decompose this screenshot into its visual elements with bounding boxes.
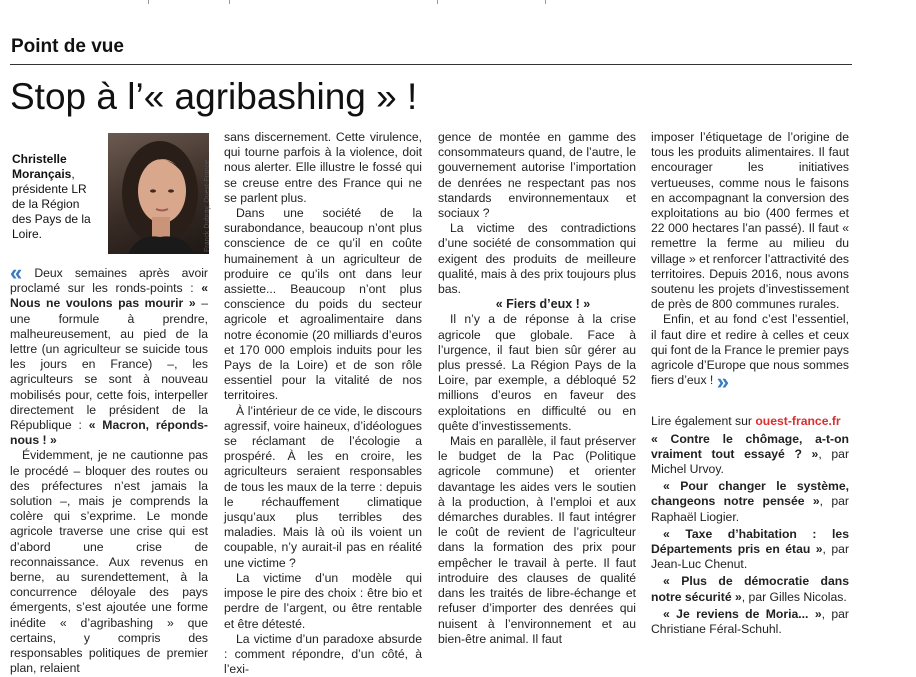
see-also-link[interactable]	[651, 479, 849, 525]
top-crop-edge	[0, 0, 916, 5]
paragraph: Évidemment, je ne cautionne pas le procédé – bloquer des routes ou des préfectures n’est jamais la solution –, mais je comprends la colère qui s’exprime. Le monde agricole traverse une crise qui est d’abord une crise de reconnaissance. Aux revenus en berne, au surendettement, à la concurrence déloyale des pays émergents, s’est ajoutée une forme inédite « d’agribashing » que certains, y compris des responsables politiques de premier plan, relaient	[10, 448, 208, 676]
paragraph: À l’intérieur de ce vide, le discours agressif, voire haineux, d’idéologues se réclamant de l’écologie a prospéré. À les en croire, les agriculteurs seraient responsables de tous les maux de la terre : depuis le réchauffement climatique jusqu’aux plus terribles des maladies. Mais là où ils voient un coupable, n’y aurait-il pas en réalité une victime ?	[224, 403, 422, 570]
paragraph: sans discernement. Cette virulence, qui tourne parfois à la violence, doit nous alerter. Elle illustre le fossé qui se creuse entre des France qui ne se parlent plus.	[224, 130, 422, 205]
link-author: , par Jean-Luc Chenut.	[651, 542, 850, 572]
open-quote-icon: «	[10, 260, 23, 285]
article-headline: Stop à l’« agribashing » !	[10, 76, 418, 117]
paragraph: Il n’y a de réponse à la crise agricole que globale. Face à l’urgence, il faut bien sûr gérer au plus pressé. La Région Pays de la Loire, par exemple, a débloqué 52 millions d’euros en faveur des exploitations en difficulté ou en quête d’investissements.	[438, 312, 636, 433]
paragraph: gence de montée en gamme des consommateurs quand, de l’autre, le gouvernement autorise l’importation de denrées ne respectant pas nos standards environnementaux et sociaux ?	[438, 130, 636, 221]
author-block	[12, 152, 102, 242]
paragraph: La victime d’un modèle qui impose le pire des choix : être bio et perdre de l’argent, ou être rentable et être détesté.	[224, 570, 422, 631]
column-1	[10, 260, 208, 676]
see-also-link[interactable]	[651, 432, 849, 478]
link-author: , par Raphaël Liogier.	[651, 494, 849, 524]
author-photo	[108, 133, 209, 254]
paragraph: imposer l’étiquetage de l’origine de tous les produits alimentaires. Il faut encourager les initiatives vertueuses, comme nous le faisons en accompagnant la conversion des exploitations au bio (400 fermes et 22 000 hectares l’an passé). Il faut « remettre la ferme au milieu du village » et renforcer l’attractivité des territoires. Depuis 2016, nous avons soutenu les projets d’investissement de près de 800 communes rurales.	[651, 130, 849, 312]
subheading: « Fiers d’eux ! »	[495, 297, 591, 312]
section-divider	[10, 64, 852, 65]
quote-emphasis: « Macron, réponds-nous ! »	[10, 418, 208, 448]
link-author: , par Gilles Nicolas.	[741, 589, 847, 604]
photo-credit: Franck Dubray, Ouest-France	[204, 159, 211, 252]
see-also-prefix: Lire également sur	[651, 414, 756, 429]
link-title: « Je reviens de Moria... »	[663, 606, 822, 621]
text-run: Deux semaines après avoir proclamé sur les ronds-points :	[10, 266, 208, 296]
see-also-link[interactable]	[651, 527, 849, 573]
see-also-heading	[651, 414, 849, 429]
paragraph: Dans une société de la surabondance, beaucoup n’ont plus conscience de ce qu’il en coûte humainement à un agriculteur de produire ce qu’ils ont dans leur assiette... Beaucoup n’ont plus conscience du poids du secteur agricole et agroalimentaire dans notre économie (20 milliards d’euros et 170 000 emplois induits pour les Pays de la Loire) et de son rôle essentiel pour la vitalité de nos territoires.	[224, 206, 422, 403]
site-link[interactable]: ouest-france.fr	[755, 414, 841, 429]
link-title: « Pour changer le système, changeons notre pensée »	[651, 479, 849, 509]
link-author: , par Christiane Féral-Schuhl.	[651, 606, 849, 637]
column-4	[651, 130, 849, 637]
close-quote-icon: »	[716, 369, 729, 395]
see-also-block	[651, 414, 849, 637]
text-run: – une formule à prendre, malheureusement, au pied de la lettre (un agriculteur se suicide tous les jours en France) –, les agriculteurs se sont à nouveau mobilisés pour, cette fois, interpeller directement le président de la République :	[10, 296, 208, 433]
link-title: « Contre le chômage, a-t-on vraiment tout essayé ? »	[651, 431, 849, 461]
paragraph	[651, 312, 849, 395]
paragraph	[10, 260, 208, 448]
author-role: , présidente LR de la Région des Pays de la Loire.	[12, 167, 91, 241]
link-title: « Plus de démocratie dans notre sécurité »	[651, 574, 849, 604]
link-author: , par Michel Urvoy.	[651, 446, 850, 477]
paragraph: La victime des contradictions d’une société de consommation qui exigent des produits de meilleure qualité, mais à des prix toujours plus bas.	[438, 221, 636, 297]
author-name: Christelle Morançais	[12, 152, 72, 181]
see-also-link[interactable]	[651, 607, 849, 637]
text-run: Enfin, et au fond c’est l’essentiel, il faut dire et redire à celles et ceux qui font de la France le premier pays agricole d’Europe que nous sommes fiers d’eux !	[651, 312, 849, 388]
paragraph: La victime d’un paradoxe absurde : comment répondre, d’un côté, à l’exi-	[224, 631, 422, 677]
see-also-link[interactable]	[651, 574, 849, 604]
quote-emphasis: « Nous ne voulons pas mourir »	[10, 281, 208, 311]
section-label: Point de vue	[11, 36, 124, 57]
paragraph: Mais en parallèle, il faut préserver le budget de la Pac (Politique agricole commune) et orienter davantage les aides vers le soutien à la production, à l’emploi et aux démarches durables. Il faut intégrer le coût de revient de l’agriculteur dans la formation des prix pour empêcher le travail à perte. Il faut introduire des clauses de qualité dans les traités de libre-échange et refuser d’importer des denrées qui nuisent à l’environnement et au bien-être animal. Il faut	[438, 434, 636, 646]
link-title: « Taxe d’habitation : les Départements pris en étau »	[651, 526, 849, 557]
column-3	[438, 130, 636, 647]
column-2	[224, 130, 422, 677]
